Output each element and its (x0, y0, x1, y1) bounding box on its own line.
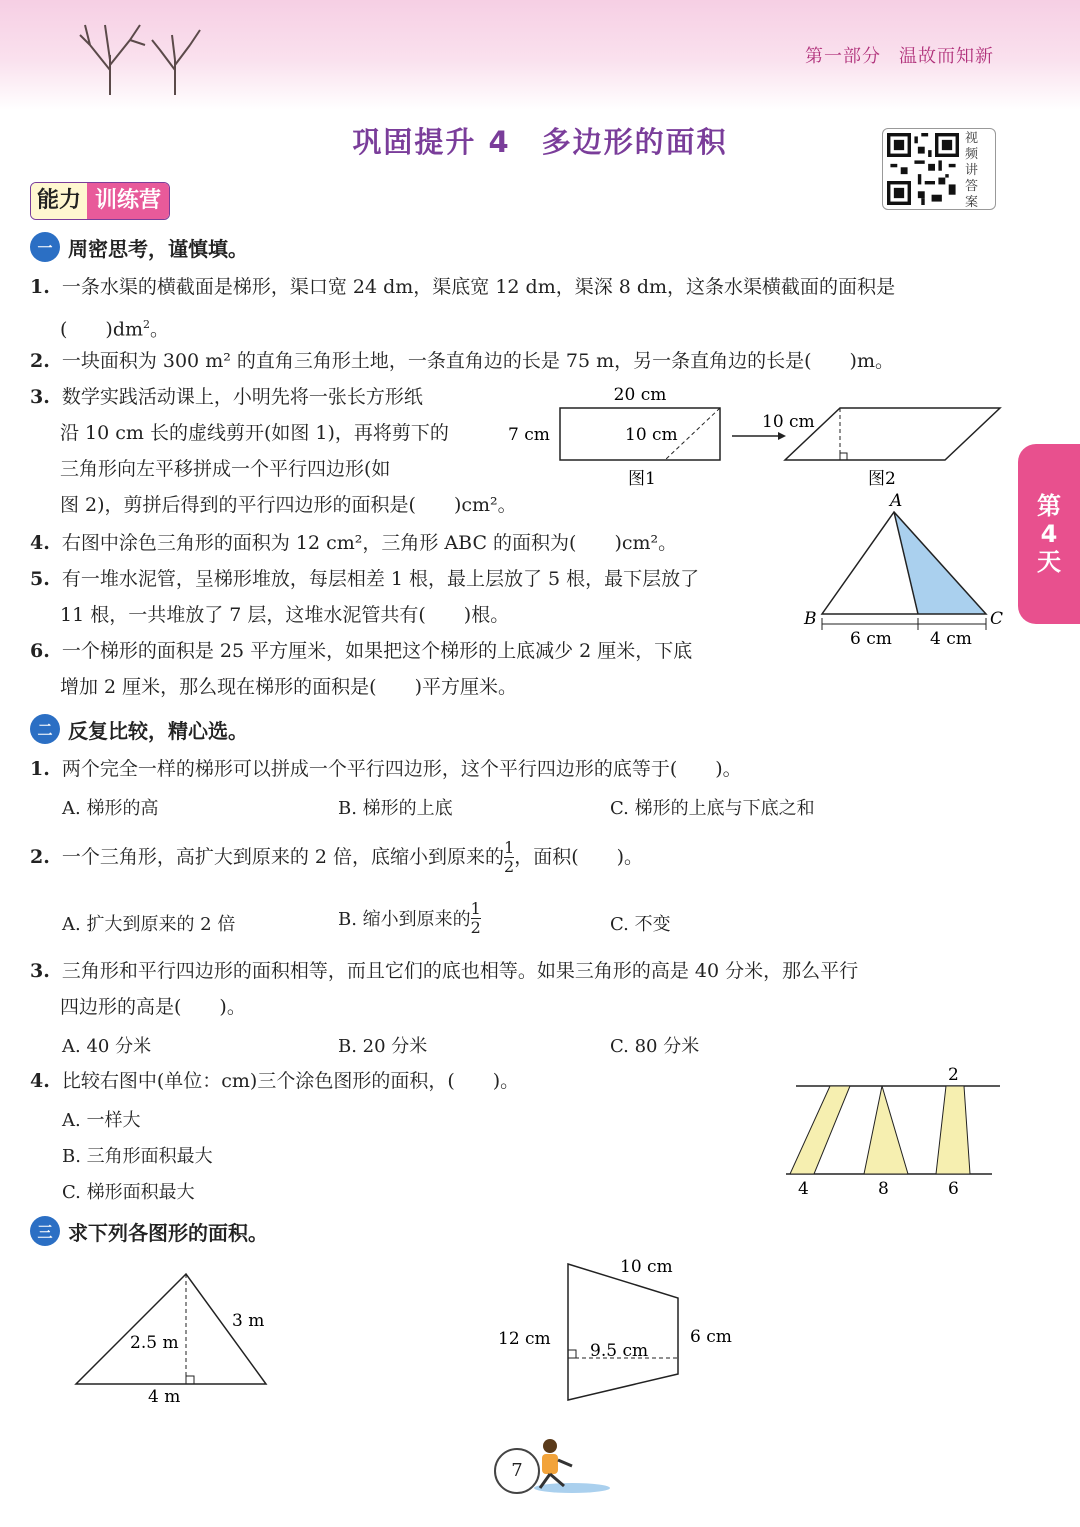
dim-left-label: 6 cm (850, 629, 892, 649)
section-number: 三 (30, 1216, 60, 1246)
qr-code-icon (887, 133, 959, 205)
question-number: 3. (30, 960, 50, 982)
fill-q5-cont (30, 602, 509, 628)
figure-1-2 (500, 380, 1010, 490)
vertex-a-label: A (890, 491, 903, 511)
kid-mascot-icon (528, 1436, 612, 1496)
question-text: ( )dm (60, 318, 144, 341)
question-text: 图 2)，剪拼后得到的平行四边形的面积是( )cm²。 (60, 494, 517, 516)
day-tab-char: 第 (1037, 492, 1061, 520)
fill-q6-cont (30, 674, 517, 700)
choose-q4-option-b[interactable]: B. 三角形面积最大 (62, 1146, 213, 1167)
qr-label (965, 131, 985, 211)
breadcrumb (787, 42, 994, 68)
fill-q3-line4 (30, 492, 517, 518)
section-title: 求下列各图形的面积。 (68, 1220, 268, 1245)
fig2-top-label: 10 cm (762, 412, 815, 432)
section-number: 二 (30, 714, 60, 744)
qr-code-box[interactable] (882, 128, 996, 210)
breadcrumb-subtitle: 温故而知新 (899, 46, 994, 67)
question-text: 两个完全一样的梯形可以拼成一个平行四边形，这个平行四边形的底等于( )。 (61, 758, 742, 780)
fig1-top-label: 20 cm (613, 385, 667, 405)
shaded-parallelogram (790, 1086, 850, 1174)
question-text: 11 根，一共堆放了 7 层，这堆水泥管共有( )根。 (60, 604, 510, 626)
shape-base-label-1: 4 (798, 1179, 809, 1199)
choose-q1-option-c[interactable]: C. 梯形的上底与下底之和 (610, 798, 815, 819)
section-header-3 (30, 1216, 268, 1246)
choose-q2-option-c[interactable]: C. 不变 (610, 914, 671, 935)
question-text: 比较右图中(单位：cm)三个涂色图形的面积，( )。 (61, 1070, 520, 1092)
badge-left: 能力 (31, 183, 87, 219)
page-number: 7 (494, 1448, 540, 1494)
triangle-side-label: 3 m (232, 1311, 265, 1331)
fill-q1 (30, 274, 895, 300)
trapezoid-top-label: 10 cm (620, 1257, 673, 1277)
figure-trapezoid-area (490, 1252, 760, 1412)
right-angle-mark (186, 1376, 194, 1384)
section-header-2 (30, 714, 248, 744)
figure-triangle-area (60, 1262, 290, 1412)
fill-q3-line2 (30, 420, 449, 446)
choose-q3-option-a[interactable]: A. 40 分米 (62, 1036, 152, 1057)
fraction-one-half (504, 839, 514, 876)
fill-q5 (30, 566, 699, 592)
section-number: 一 (30, 232, 60, 262)
figure-three-shapes (780, 1062, 1010, 1202)
question-number: 2. (30, 350, 50, 372)
shape-base-label-2: 8 (878, 1179, 889, 1199)
question-text: 沿 10 cm 长的虚线剪开(如图 1)，再将剪下的 (60, 422, 449, 444)
breadcrumb-part: 第一部分 (805, 46, 881, 67)
triangle-height-label: 2.5 m (130, 1333, 179, 1353)
shape-top-label: 2 (948, 1065, 959, 1085)
choose-q1-option-b[interactable]: B. 梯形的上底 (338, 798, 453, 819)
figure-triangle-abc (800, 488, 1010, 650)
fill-q3-line3 (30, 456, 390, 482)
day-tab-char: 4 (1040, 520, 1058, 548)
question-number: 6. (30, 640, 50, 662)
option-text: B. 缩小到原来的 (338, 909, 471, 930)
choose-q3 (30, 958, 858, 984)
right-angle-mark (840, 453, 847, 460)
shaded-triangle (864, 1086, 908, 1174)
question-text: 四边形的高是( )。 (60, 996, 246, 1018)
choose-q3-option-c[interactable]: C. 80 分米 (610, 1036, 700, 1057)
question-text: 一块面积为 300 m² 的直角三角形土地，一条直角边的长是 75 m，另一条直角边的长是( )m。 (61, 350, 894, 372)
question-number: 4. (30, 532, 50, 554)
fraction-numerator: 1 (470, 898, 481, 918)
choose-q2-option-b[interactable] (338, 896, 481, 940)
question-text: 数学实践活动课上，小明先将一张长方形纸 (61, 386, 423, 408)
section-title: 周密思考，谨慎填。 (68, 236, 248, 261)
question-text: 三角形和平行四边形的面积相等，而且它们的底也相等。如果三角形的高是 40 分米，那么平行 (61, 960, 859, 982)
fill-q4 (30, 530, 677, 556)
question-number: 1. (30, 758, 50, 780)
fraction-denominator: 2 (504, 856, 515, 876)
page-title: 巩固提升 4 多边形的面积 (352, 125, 728, 159)
badge-right: 训练营 (87, 183, 169, 219)
fig1-left-label: 7 cm (508, 425, 550, 445)
choose-q4 (30, 1068, 519, 1094)
question-text: 右图中涂色三角形的面积为 12 cm²，三角形 ABC 的面积为( )cm²。 (61, 532, 678, 554)
choose-q1 (30, 756, 742, 782)
arrow-head-icon (778, 432, 786, 440)
shaded-trapezoid (936, 1086, 970, 1174)
trapezoid-left-label: 12 cm (498, 1329, 551, 1349)
tree-illustration (60, 15, 220, 95)
trapezoid-right-label: 6 cm (690, 1327, 732, 1347)
choose-q3-option-b[interactable]: B. 20 分米 (338, 1036, 428, 1057)
question-number: 3. (30, 386, 50, 408)
question-text: ，面积( )。 (514, 846, 644, 868)
qr-label-char: 视 (965, 131, 979, 146)
question-text: 一个梯形的面积是 25 平方厘米，如果把这个梯形的上底减少 2 厘米，下底 (61, 640, 693, 662)
fill-q1-cont: ( )$dm^2$。 (60, 318, 170, 341)
question-number: 5. (30, 568, 50, 590)
question-text: 一条水渠的横截面是梯形，渠口宽 24 dm，渠底宽 12 dm，渠深 8 dm，这条水渠横截面的面积是 (61, 276, 896, 298)
question-number: 1. (30, 276, 50, 298)
qr-label-char: 讲 (965, 163, 979, 178)
qr-label-char: 频 (965, 147, 979, 162)
fill-q6 (30, 638, 692, 664)
vertex-c-label: C (990, 609, 1004, 629)
choose-q2-option-a[interactable]: A. 扩大到原来的 2 倍 (62, 914, 236, 935)
choose-q4-option-c[interactable]: C. 梯形面积最大 (62, 1182, 195, 1203)
choose-q4-option-a[interactable]: A. 一样大 (62, 1110, 141, 1131)
fig1-diag-label: 10 cm (625, 425, 678, 445)
trapezoid-height-label: 9.5 cm (590, 1341, 649, 1361)
choose-q2 (30, 835, 643, 879)
fraction-numerator: 1 (504, 837, 515, 857)
question-number: 4. (30, 1070, 50, 1092)
fig2-parallelogram (785, 408, 1000, 460)
fraction-denominator: 2 (470, 917, 481, 937)
fill-q2 (30, 348, 894, 374)
vertex-b-label: B (804, 609, 817, 629)
qr-label-char: 答 (965, 179, 979, 194)
question-text: 增加 2 厘米，那么现在梯形的面积是( )平方厘米。 (60, 676, 517, 698)
qr-label-char: 案 (965, 195, 979, 210)
question-text: 三角形向左平移拼成一个平行四边形(如 (60, 458, 391, 480)
fig2-caption: 图2 (868, 469, 896, 489)
question-text: 一个三角形，高扩大到原来的 2 倍，底缩小到原来的 (61, 846, 505, 868)
right-angle-mark (568, 1350, 576, 1358)
section-header-1 (30, 232, 248, 262)
choose-q1-option-a[interactable]: A. 梯形的高 (62, 798, 159, 819)
dim-right-label: 4 cm (930, 629, 972, 649)
question-number: 2. (30, 846, 50, 868)
trapezoid (568, 1264, 678, 1400)
fig1-caption: 图1 (628, 469, 656, 489)
choose-q3-cont (30, 994, 246, 1020)
question-text: 有一堆水泥管，呈梯形堆放，每层相差 1 根，最上层放了 5 根，最下层放了 (61, 568, 700, 590)
section-badge (30, 182, 170, 220)
triangle-base-label: 4 m (148, 1387, 181, 1407)
shape-base-label-3: 6 (948, 1179, 959, 1199)
day-tab-char: 天 (1037, 548, 1061, 576)
day-tab (1018, 444, 1080, 624)
fill-q3 (30, 384, 423, 410)
fraction-one-half (471, 900, 481, 937)
section-title: 反复比较，精心选。 (68, 718, 248, 743)
